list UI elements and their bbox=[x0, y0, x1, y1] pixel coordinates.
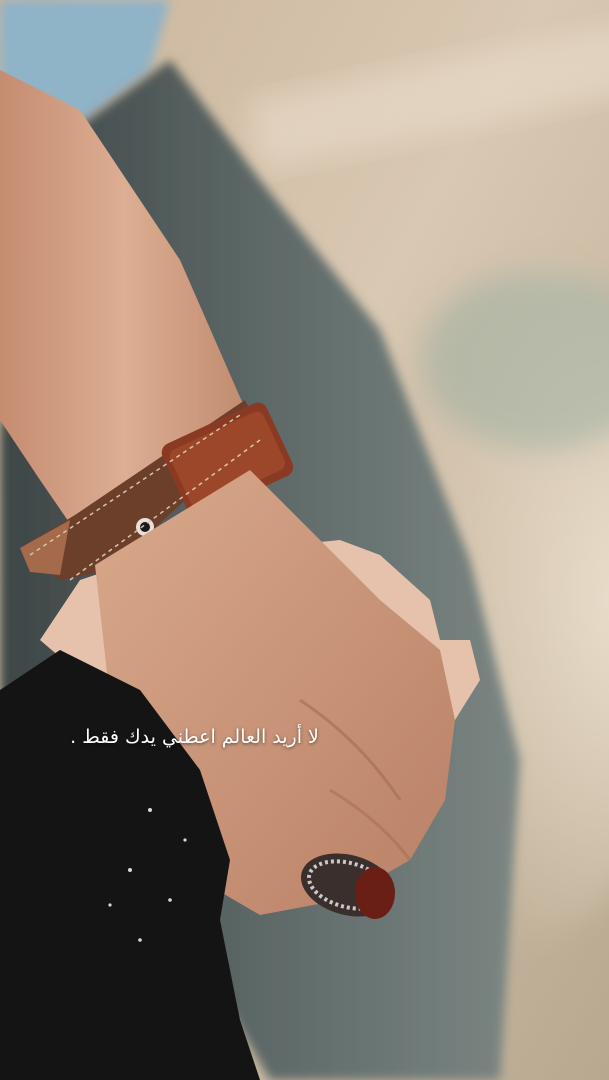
quote-caption bbox=[0, 726, 609, 748]
quote-text: لا أريد العالم اعطني يدك فقط . bbox=[70, 726, 319, 748]
